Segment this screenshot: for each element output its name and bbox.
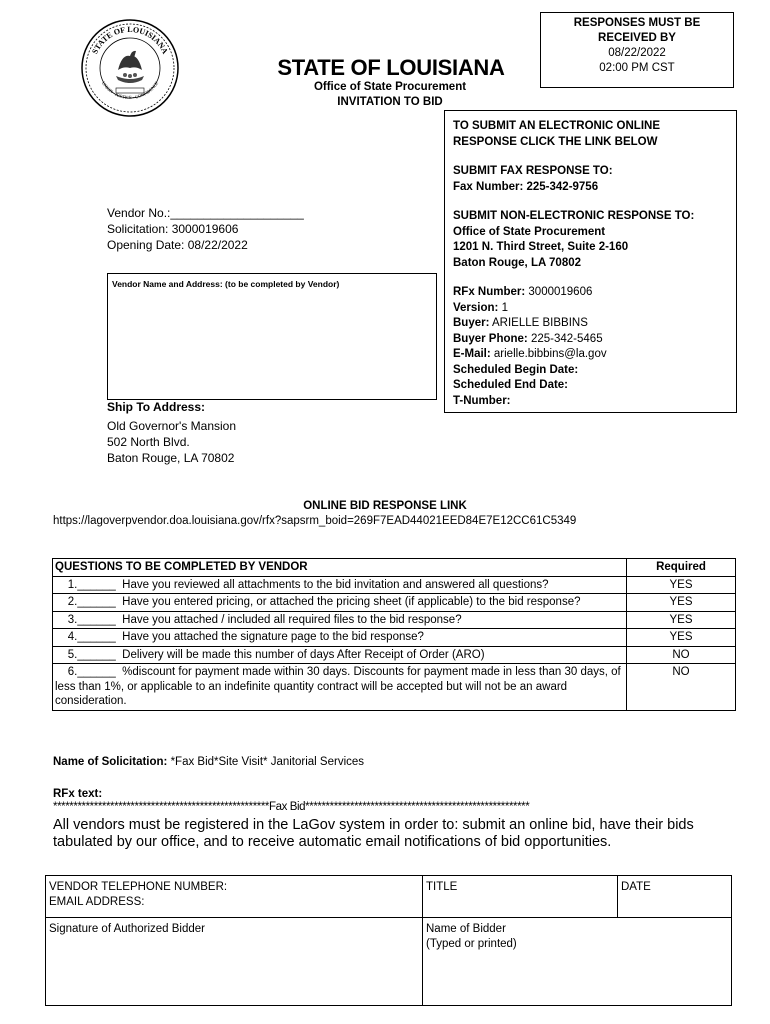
email-value: arielle.bibbins@la.gov: [493, 348, 607, 360]
rfx-number-row: [453, 285, 736, 301]
signature-table: [45, 875, 732, 1006]
ship-line1: Old Governor's Mansion: [107, 419, 237, 433]
required-value: NO: [627, 664, 736, 711]
fax-number: Fax Number: 225-342-9756: [453, 180, 599, 193]
buyer-row: [453, 316, 736, 332]
signature-label: Signature of Authorized Bidder: [49, 923, 205, 935]
version-value: 1: [501, 301, 508, 314]
questions-heading: QUESTIONS TO BE COMPLETED BY VENDOR: [53, 559, 627, 577]
version-label: Version:: [453, 301, 499, 314]
nonelectronic-heading: SUBMIT NON-ELECTRONIC RESPONSE TO:: [453, 210, 695, 222]
vendor-contact-cell[interactable]: [46, 876, 423, 918]
email-row: [453, 347, 736, 363]
rfx-text-label: RFx text:: [53, 788, 103, 800]
table-row: [53, 576, 736, 594]
buyer-name: ARIELLE BIBBINS: [492, 317, 588, 329]
deadline-line1: RESPONSES MUST BE: [573, 17, 701, 29]
svg-text:STATE OF LOUISIANA: STATE OF LOUISIANA: [90, 24, 170, 56]
response-deadline-box: [540, 12, 734, 88]
buyer-label: Buyer:: [453, 317, 490, 329]
document-type: INVITATION TO BID: [337, 96, 443, 108]
online-bid-heading: ONLINE BID RESPONSE LINK: [303, 500, 467, 512]
question-text: 1.______ Have you reviewed all attachments to the bid invitation and answered all questions?: [53, 576, 627, 594]
solicitation-name-label: Name of Solicitation:: [53, 756, 168, 768]
electronic-line1: TO SUBMIT AN ELECTRONIC ONLINE: [453, 120, 660, 132]
table-row: [46, 876, 732, 918]
question-text: 5.______ Delivery will be made this number of days After Receipt of Order (ARO): [53, 646, 627, 664]
required-value: YES: [627, 611, 736, 629]
end-date-label: Scheduled End Date:: [453, 379, 569, 391]
ship-to-address: [107, 399, 236, 466]
rfx-number-label: RFx Number:: [453, 286, 526, 298]
electronic-line2: RESPONSE CLICK THE LINK BELOW: [453, 135, 658, 148]
fax-heading: SUBMIT FAX RESPONSE TO:: [453, 165, 613, 177]
date-cell[interactable]: [618, 876, 732, 918]
vendor-phone-label: VENDOR TELEPHONE NUMBER:: [49, 881, 228, 893]
date-label: DATE: [621, 881, 651, 893]
question-text: 6.______ %discount for payment made within 30 days. Discounts for payment made in less than 30 days, of less than 1%, or applicable to an indefinite quantity contract will be accepted but will not be an award consideration.: [53, 664, 627, 711]
address-line1: Office of State Procurement: [453, 225, 606, 238]
vendor-name-address-box[interactable]: [107, 273, 437, 400]
vendor-email-label: EMAIL ADDRESS:: [49, 896, 145, 908]
table-row: [53, 646, 736, 664]
online-bid-link[interactable]: https://lagoverpvendor.doa.louisiana.gov/rfx?sapsrm_boid=269F7EAD44021EED84E7E12CC61C5349: [53, 515, 577, 527]
vendor-questions-table: [52, 558, 736, 711]
bidder-name-sublabel: (Typed or printed): [426, 938, 517, 950]
deadline-date: 08/22/2022: [608, 47, 666, 59]
registration-notice: All vendors must be registered in the LaGov system in order to: submit an online bid, have their bids tabulated by our office, and to receive automatic email notifications of bid opportunities.: [53, 817, 694, 850]
vendor-number: Vendor No.:____________________: [107, 206, 304, 220]
fax-bid-banner: *****************************************************Fax Bid*******************************************************: [53, 801, 530, 813]
table-row: [53, 629, 736, 647]
title-label: TITLE: [426, 881, 458, 893]
address-line2: 1201 N. Third Street, Suite 2-160: [453, 241, 629, 253]
submission-info-box: [444, 110, 737, 413]
question-text: 4.______ Have you attached the signature page to the bid response?: [53, 629, 627, 647]
required-value: YES: [627, 576, 736, 594]
vendor-info: [107, 205, 304, 253]
title-cell[interactable]: [423, 876, 618, 918]
deadline-line2: RECEIVED BY: [598, 32, 676, 44]
table-row: [46, 918, 732, 1006]
solicitation-name-value: *Fax Bid*Site Visit* Janitorial Services: [167, 756, 365, 768]
rfx-number: 3000019606: [528, 286, 593, 298]
ship-line3: Baton Rouge, LA 70802: [107, 451, 235, 465]
question-text: 3.______ Have you attached / included all required files to the bid response?: [53, 611, 627, 629]
opening-date: Opening Date: 08/22/2022: [107, 238, 248, 252]
table-row: [53, 664, 736, 711]
table-row: [53, 611, 736, 629]
state-seal-logo: [80, 18, 180, 118]
signature-cell[interactable]: [46, 918, 423, 1006]
question-text: 2.______ Have you entered pricing, or attached the pricing sheet (if applicable) to the bid response?: [53, 594, 627, 612]
bidder-name-label: Name of Bidder: [426, 923, 506, 935]
begin-date-label: Scheduled Begin Date:: [453, 363, 579, 376]
solicitation-name: [53, 756, 364, 768]
ship-to-label: Ship To Address:: [107, 400, 206, 414]
required-heading: Required: [627, 559, 736, 577]
buyer-phone: 225-342-5465: [530, 332, 603, 345]
deadline-time: 02:00 PM CST: [599, 62, 675, 74]
email-label: E-Mail:: [453, 348, 491, 360]
t-number-label: T-Number:: [453, 394, 511, 407]
vendor-box-label: Vendor Name and Address: (to be completed by Vendor): [112, 279, 340, 289]
table-header-row: [53, 559, 736, 577]
version-row: [453, 301, 736, 317]
buyer-phone-row: [453, 332, 736, 348]
table-row: [53, 594, 736, 612]
ship-line2: 502 North Blvd.: [107, 435, 190, 449]
page-title: STATE OF LOUISIANA: [277, 55, 505, 80]
required-value: YES: [627, 629, 736, 647]
svg-text:UNION · JUSTICE · CONFIDENCE: UNION · JUSTICE · CONFIDENCE: [100, 80, 160, 100]
bidder-name-cell[interactable]: [423, 918, 732, 1006]
required-value: YES: [627, 594, 736, 612]
office-name: Office of State Procurement: [313, 81, 467, 93]
solicitation-number: Solicitation: 3000019606: [107, 222, 239, 236]
buyer-phone-label: Buyer Phone:: [453, 332, 528, 345]
address-line3: Baton Rouge, LA 70802: [453, 256, 582, 269]
required-value: NO: [627, 646, 736, 664]
